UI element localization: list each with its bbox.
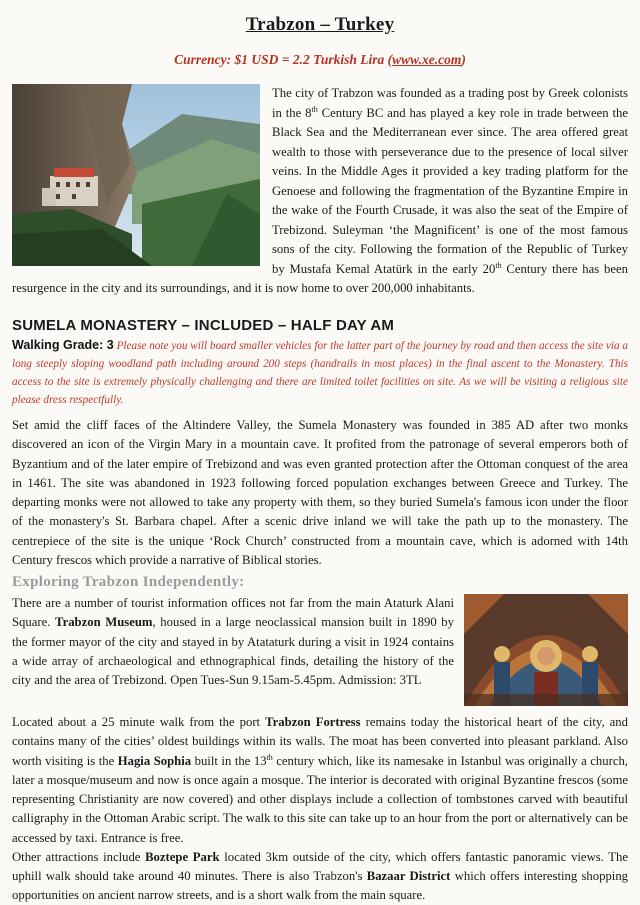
explore-heading: Exploring Trabzon Independently: bbox=[12, 574, 245, 590]
hagia-sophia-name: Hagia Sophia bbox=[117, 753, 192, 768]
walking-grade-label: Walking Grade: 3 bbox=[12, 338, 114, 352]
currency-close: ) bbox=[461, 52, 466, 67]
walking-grade-block bbox=[12, 336, 628, 409]
fortress-paragraph bbox=[12, 713, 628, 848]
fortress-name: Trabzon Fortress bbox=[265, 715, 361, 729]
explore-section bbox=[12, 594, 628, 710]
bazaar-district-name: Bazaar District bbox=[366, 869, 451, 883]
other-attractions bbox=[12, 848, 628, 905]
fortress-sup: th bbox=[266, 752, 273, 762]
other-text-2: located 3km outside of the city, which offers fantastic panoramic views. The uphill walk should take around 40 minutes. There is also Trabzon's bbox=[12, 850, 629, 883]
fortress-text-1: Located about a 25 minute walk from the port bbox=[12, 715, 266, 729]
fortress-text-3: built in the 13 bbox=[191, 753, 267, 768]
currency-line bbox=[0, 52, 640, 68]
page-title: Trabzon – Turkey bbox=[245, 14, 395, 35]
fortress-text-2: remains today the historical heart of the city, and contains many of the cities’ oldest buildings within its walls. The moat has been converted into pleasant parkland. Also worth visiting is the bbox=[12, 715, 628, 768]
boztepe-park-name: Boztepe Park bbox=[145, 850, 220, 864]
xe-link[interactable]: www.xe.com bbox=[392, 52, 462, 67]
intro-section bbox=[12, 84, 628, 299]
sumela-heading: SUMELA MONASTERY – INCLUDED – HALF DAY AM bbox=[12, 317, 395, 334]
intro-text-3: Century there has been resurgence in the city and its surroundings, and it is now home to over 200,000 inhabitants. bbox=[12, 261, 628, 295]
currency-text: Currency: $1 USD = 2.2 Turkish Lira ( bbox=[174, 52, 393, 67]
sumela-monastery-photo bbox=[12, 84, 260, 266]
intro-sup-1: th bbox=[311, 104, 318, 114]
fortress-text-4: century which, like its namesake in Istanbul was originally a church, later a mosque/museum and now is once again a mosque. The interior is decorated with original Byzantine frescos (some representing Christianity are now covered) and other displays include a collection of tombstones carved with beautiful calligraphy in the Ottoman Arabic script. The walk to this site can take up to an hour from the port or alternatively can be accessed by taxi. Entrance is free. bbox=[12, 753, 628, 845]
intro-text-2: Century BC and has played a key role in trade between the Black Sea and the Mediterranean ever since. The area offered great wealth to those with perseverance due to the presence of local silver veins. In the Middle Ages it provided a key trading platform for the Genoese and following the fragmentation of the Byzantine Empire in the wake of the Fourth Crusade, it was also the seat of the Empire of Trebizond. Suleyman ‘the Magnificent’ is one of the most famous sons of the city. Following the formation of the Republic of Turkey by Mustafa Kemal Atatürk in the early 20 bbox=[272, 105, 628, 276]
other-text-1: Other attractions include bbox=[12, 850, 146, 864]
walking-grade-note: Please note you will board smaller vehicles for the latter part of the journey by road and then access the site via a long steeply sloping woodland path including around 200 steps (handrails in most places) in the final ascent to the Monastery. This access to the site is extremely physically challenging and there are limited toilet facilities on site. As we will be visiting a religious site please dress respectfully. bbox=[12, 340, 628, 406]
sumela-description: Set amid the cliff faces of the Altindere Valley, the Sumela Monastery was founded in 385 AD after two monks discovered an icon of the Virgin Mary in a mountain cave. It profited from the patronage of several emperors both of Byzantium and of the later empire of Trebizond and was even granted protection after the Ottoman conquest of the area in 1461. The site was abandoned in 1923 following forced population exchanges between Greece and Turkey. The departing monks were not allowed to take any property with them, so they buried Sumela's famous icon under the floor of the monastery's St. Barbara chapel. After a scenic drive inland we will take the path up to the monastery. The centrepiece of the site is the unique ‘Rock Church’ constructed from a mountain cave, which is adorned with 14th Century frescos which provide a narrative of Biblical stories. bbox=[12, 418, 628, 568]
fortress-section bbox=[12, 713, 628, 848]
fresco-photo bbox=[464, 594, 628, 706]
intro-text-1: The city of Trabzon was founded as a trading post by Greek colonists in the 8 bbox=[272, 86, 628, 120]
explore-text-2: , housed in a large neoclassical mansion built in 1890 by the former mayor of the city and stayed in by Atataturk during a visit in 1924 contains a wide array of archaeological and ethnographical finds, detailing the history of the city and the area of Trebizond. Open Tues-Sun 9.15am-5.45pm. Admission: 3TL bbox=[12, 615, 454, 688]
other-text-3: which offers interesting shopping opportunities on ancient narrow streets, and is a short walk from the main square. bbox=[12, 869, 629, 902]
museum-name: Trabzon Museum bbox=[55, 615, 153, 630]
explore-text-1: There are a number of tourist information offices not far from the main Ataturk Alani Square. bbox=[12, 596, 454, 630]
intro-sup-2: th bbox=[495, 260, 502, 270]
